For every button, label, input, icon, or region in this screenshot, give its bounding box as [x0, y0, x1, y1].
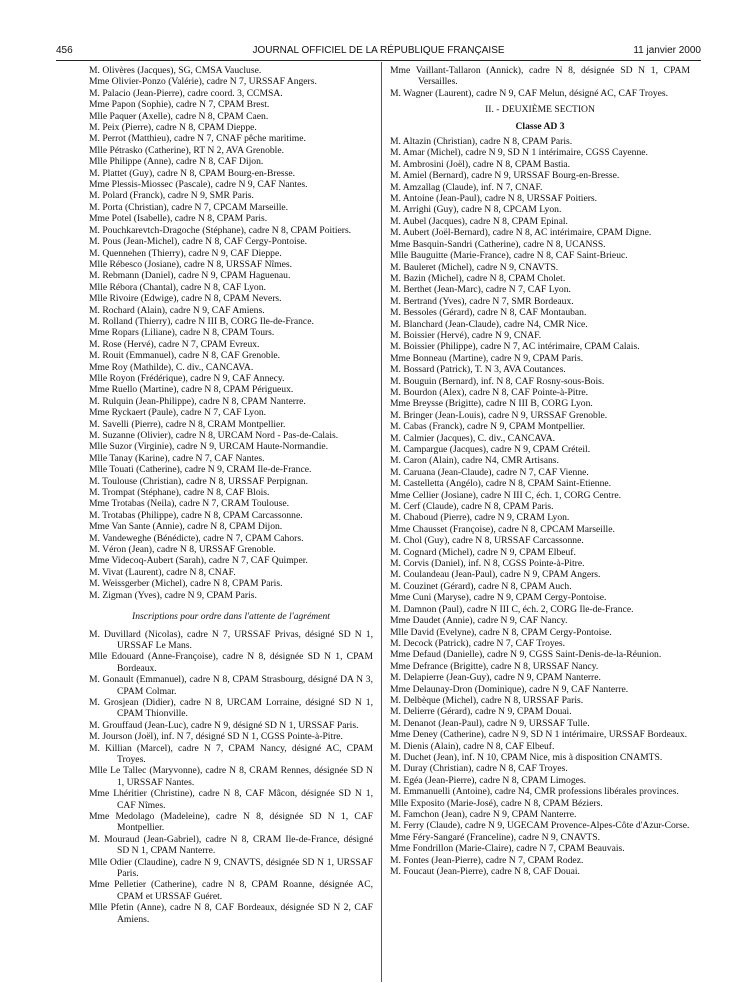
list-item: M. Ambrosini (Joël), cadre N 8, CPAM Bastia. [390, 158, 571, 170]
list-item: M. Gonault (Emmanuel), cadre N 8, CPAM Strasbourg, désigné DA N 3, CPAM Colmar. [89, 674, 373, 697]
journal-title: JOURNAL OFFICIEL DE LA RÉPUBLIQUE FRANÇAISE [252, 45, 505, 56]
list-item: M. Chaboud (Pierre), cadre N 9, CRAM Lyon. [390, 512, 570, 524]
list-item: M. Decock (Patrick), cadre N 7, CAF Troyes. [390, 637, 566, 649]
list-item: M. Pouchkarevtch-Dragoche (Stéphane), cadre N 8, CPAM Poitiers. [89, 224, 352, 236]
list-item: M. Pous (Jean-Michel), cadre N 8, CAF Cergy-Pontoise. [89, 236, 308, 248]
list-item: M. Caron (Alain), cadre N4, CMR Artisans. [390, 455, 559, 467]
list-item: M. Aubert (Joël-Bernard), cadre N 8, AC intérimaire, CPAM Digne. [390, 227, 652, 239]
list-item: Mme Defaud (Danielle), cadre N 9, CGSS Saint-Denis-de-la-Réunion. [390, 649, 662, 661]
list-item: Mme Ropars (Liliane), cadre N 8, CPAM Tours. [89, 327, 275, 339]
list-item: Mlle Tanay (Karine), cadre N 7, CAF Nantes. [89, 452, 265, 464]
list-item: M. Altazin (Christian), cadre N 8, CPAM Paris. [390, 136, 573, 148]
list-item: Mlle Royon (Frédérique), cadre N 9, CAF Annecy. [89, 372, 285, 384]
list-item: Mme Defrance (Brigitte), cadre N 8, URSSAF Nancy. [390, 660, 599, 672]
list-item: M. Bouguin (Bernard), inf. N 8, CAF Rosny-sous-Bois. [390, 375, 605, 387]
list-item: M. Rolland (Thierry), cadre N III B, CORG Ile-de-France. [89, 315, 314, 327]
right-column [390, 65, 690, 877]
list-item: Mme Papon (Sophie), cadre N 7, CPAM Brest. [89, 99, 270, 111]
list-item: Mme Videcoq-Aubert (Sarah), cadre N 7, CAF Quimper. [89, 555, 308, 567]
left-entries-list [89, 65, 373, 601]
list-item: Mlle Bauguitte (Marie-France), cadre N 8, CAF Saint-Brieuc. [390, 250, 628, 262]
list-item: M. Bossard (Patrick), T. N 3, AVA Coutances. [390, 364, 566, 376]
list-item: Mme Féry-Sangaré (Franceline), cadre N 9, CNAVTS. [390, 831, 601, 843]
list-item: M. Delbèque (Michel), cadre N 8, URSSAF Paris. [390, 694, 584, 706]
list-item: Mme Van Sante (Annie), cadre N 8, CPAM Dijon. [89, 521, 283, 533]
list-item: M. Bertrand (Yves), cadre N 7, SMR Bordeaux. [390, 295, 574, 307]
list-item: M. Toulouse (Christian), cadre N 8, URSSAF Perpignan. [89, 475, 308, 487]
section-title: II. - DEUXIÈME SECTION [485, 104, 595, 116]
list-item: Mlle Pfetin (Anne), cadre N 8, CAF Bordeaux, désignée SD N 2, CAF Amiens. [89, 902, 373, 925]
list-item: M. Bazin (Michel), cadre N 8, CPAM Cholet. [390, 272, 566, 284]
list-item: Mme Olivier-Ponzo (Valérie), cadre N 7, URSSAF Angers. [89, 76, 317, 88]
list-item: M. Boissier (Hervé), cadre N 9, CNAF. [390, 329, 542, 341]
list-item: M. Boissier (Philippe), cadre N 7, AC intérimaire, CPAM Calais. [390, 341, 640, 353]
list-item: M. Damnon (Paul), cadre N III C, éch. 2, CORG Ile-de-France. [390, 603, 634, 615]
column-separator [381, 62, 382, 982]
list-item: Mme Basquin-Sandri (Catherine), cadre N 8, UCANSS. [390, 238, 606, 250]
list-item: Mme Delaunay-Dron (Dominique), cadre N 9, CAF Nanterre. [390, 683, 629, 695]
list-item: M. Peix (Pierre), cadre N 8, CPAM Dieppe. [89, 122, 257, 134]
list-item: Mme Deney (Catherine), cadre N 9, SD N 1 intérimaire, URSSAF Bordeaux. [390, 729, 688, 741]
list-item: M. Véron (Jean), cadre N 8, URSSAF Grenoble. [89, 544, 276, 556]
list-item: M. Bringer (Jean-Louis), cadre N 9, URSSAF Grenoble. [390, 409, 608, 421]
list-item: M. Suzanne (Olivier), cadre N 8, URCAM Nord - Pas-de-Calais. [89, 430, 339, 441]
header-rule [56, 60, 701, 61]
list-item: Mme Trotabas (Neila), cadre N 7, CRAM Toulouse. [89, 498, 290, 510]
list-item: M. Denanot (Jean-Paul), cadre N 9, URSSAF Tulle. [390, 717, 590, 729]
list-item: M. Aubel (Jacques), cadre N 8, CPAM Epinal. [390, 215, 568, 227]
list-item: Mme Ruello (Martine), cadre N 8, CPAM Périgueux. [89, 384, 294, 396]
list-item: M. Chol (Guy), cadre N 8, URSSAF Carcassonne. [390, 535, 584, 547]
list-item: Mlle Suzor (Virginie), cadre N 9, URCAM Haute-Normandie. [89, 441, 329, 453]
list-item: M. Vivat (Laurent), cadre N 8, CNAF. [89, 566, 236, 578]
list-item: M. Fontes (Jean-Pierre), cadre N 7, CPAM Rodez. [390, 854, 584, 866]
list-item: M. Trompat (Stéphane), cadre N 8, CAF Blois. [89, 487, 270, 499]
page-number: 456 [56, 45, 73, 56]
list-item: Mme Chausset (Françoise), cadre N 8, CPCAM Marseille. [390, 523, 615, 535]
list-item: M. Polard (Franck), cadre N 9, SMR Paris. [89, 190, 254, 202]
list-item: M. Savelli (Pierre), cadre N 8, CRAM Montpellier. [89, 418, 286, 430]
list-item: Mlle Touati (Catherine), cadre N 9, CRAM Ile-de-France. [89, 464, 312, 476]
list-item: M. Killian (Marcel), cadre N 7, CPAM Nancy, désigné AC, CPAM Troyes. [89, 742, 373, 765]
class-title: Classe AD 3 [515, 120, 565, 132]
list-item: Mme Cuni (Maryse), cadre N 9, CPAM Cergy-Pontoise. [390, 592, 607, 604]
list-item: Mme Medolago (Madeleine), cadre N 8, désignée SD N 1, CAF Montpellier. [89, 811, 373, 834]
right-entries-list [390, 65, 690, 99]
list-item: M. Bessoles (Gérard), cadre N 8, CAF Montauban. [390, 307, 587, 319]
left-column [89, 65, 373, 925]
publication-date: 11 janvier 2000 [633, 45, 701, 56]
list-item: M. Coulandeau (Jean-Paul), cadre N 9, CPAM Angers. [390, 569, 601, 581]
left-pending-entries-list [89, 629, 373, 926]
list-item: M. Delierre (Gérard), cadre N 9, CPAM Douai. [390, 706, 572, 718]
list-item: M. Calmier (Jacques), C. div., CANCAVA. [390, 432, 556, 444]
list-item: M. Zigman (Yves), cadre N 9, CPAM Paris. [89, 589, 257, 601]
list-item: M. Cognard (Michel), cadre N 9, CPAM Elbeuf. [390, 546, 576, 558]
list-item: M. Bourdon (Alex), cadre N 8, CAF Pointe-à-Pitre. [390, 386, 588, 398]
list-item: Mme Ryckaert (Paule), cadre N 7, CAF Lyon. [89, 407, 267, 419]
list-item: M. Cerf (Claude), cadre N 8, CPAM Paris. [390, 501, 554, 513]
list-item: M. Egéa (Jean-Pierre), cadre N 8, CPAM Limoges. [390, 774, 587, 786]
list-item: Mlle David (Evelyne), cadre N 8, CPAM Cergy-Pontoise. [390, 626, 612, 638]
list-item: M. Castelletta (Angélo), cadre N 8, CPAM Saint-Etienne. [390, 478, 612, 490]
list-item: M. Blanchard (Jean-Claude), cadre N4, CMR Nice. [390, 318, 588, 330]
list-item: Mme Bonneau (Martine), cadre N 9, CPAM Paris. [390, 352, 584, 364]
list-item: Mlle Paquer (Axelle), cadre N 8, CPAM Caen. [89, 110, 269, 122]
list-item: Mme Roy (Mathilde), C. div., CANCAVA. [89, 361, 254, 373]
list-item: Mlle Odier (Claudine), cadre N 9, CNAVTS, désignée SD N 1, URSSAF Paris. [89, 856, 373, 880]
list-item: M. Ferry (Claude), cadre N 9, UGECAM Provence-Alpes-Côte d'Azur-Corse. [390, 820, 690, 832]
list-item: Mme Vaillant-Tallaron (Annick), cadre N 8, désignée SD N 1, CPAM Versailles. [390, 65, 690, 88]
list-item: M. Olivères (Jacques), SG, CMSA Vaucluse. [89, 65, 262, 76]
list-item: M. Wagner (Laurent), cadre N 9, CAF Melun, désigné AC, CAF Troyes. [390, 87, 669, 99]
list-item: Mlle Exposito (Marie-José), cadre N 8, CPAM Béziers. [390, 797, 603, 809]
list-item: Mlle Rébesco (Josiane), cadre N 8, URSSAF Nîmes. [89, 258, 293, 270]
list-item: Mme Cellier (Josiane), cadre N III C, éch. 1, CORG Centre. [390, 489, 621, 501]
list-item: M. Emmanuelli (Antoine), cadre N4, CMR professions libérales provinces. [390, 786, 679, 798]
list-item: M. Plattet (Guy), cadre N 8, CPAM Bourg-en-Bresse. [89, 167, 295, 179]
list-item: M. Grouffaud (Jean-Luc), cadre N 9, désigné SD N 1, URSSAF Paris. [89, 719, 359, 731]
list-item: M. Duray (Christian), cadre N 8, CAF Troyes. [390, 763, 568, 775]
list-item: M. Corvis (Daniel), inf. N 8, CGSS Pointe-à-Pitre. [390, 558, 585, 570]
list-item: Mme Potel (Isabelle), cadre N 8, CPAM Paris. [89, 213, 268, 225]
list-item: M. Quennehen (Thierry), cadre N 9, CAF Dieppe. [89, 247, 282, 259]
list-item: Mlle Rivoire (Edwige), cadre N 8, CPAM Nevers. [89, 293, 282, 305]
list-item: M. Amzallag (Claude), inf. N 7, CNAF. [390, 181, 543, 193]
list-item: M. Arrighi (Guy), cadre N 8, CPCAM Lyon. [390, 204, 562, 216]
list-item: M. Perrot (Matthieu), cadre N 7, CNAF pêche maritime. [89, 133, 306, 145]
list-item: M. Cabas (Franck), cadre N 9, CPAM Montpellier. [390, 421, 585, 433]
left-section-heading: Inscriptions pour ordre dans l'attente de l'agrément [132, 611, 330, 623]
list-item: M. Dienis (Alain), cadre N 8, CAF Elbeuf. [390, 740, 555, 752]
list-item: M. Rochard (Alain), cadre N 9, CAF Amiens. [89, 304, 265, 316]
list-item: Mlle Philippe (Anne), cadre N 8, CAF Dijon. [89, 156, 264, 168]
list-item: M. Rulquin (Jean-Philippe), cadre N 8, CPAM Nanterre. [89, 395, 306, 407]
list-item: M. Mouraud (Jean-Gabriel), cadre N 8, CRAM Ile-de-France, désigné SD N 1, CPAM Nanterre. [89, 833, 373, 857]
list-item: Mme Pelletier (Catherine), cadre N 8, CPAM Roanne, désignée AC, CPAM et URSSAF Guéret. [89, 879, 373, 902]
list-item: M. Amiel (Bernard), cadre N 9, URSSAF Bourg-en-Bresse. [390, 170, 620, 182]
right-class-entries-list [390, 136, 690, 877]
list-item: M. Weissgerber (Michel), cadre N 8, CPAM Paris. [89, 578, 283, 590]
list-item: M. Duvillard (Nicolas), cadre N 7, URSSAF Privas, désigné SD N 1, URSSAF Le Mans. [89, 628, 373, 651]
list-item: M. Delapierre (Jean-Guy), cadre N 9, CPAM Nanterre. [390, 672, 601, 684]
list-item: M. Antoine (Jean-Paul), cadre N 8, URSSAF Poitiers. [390, 193, 598, 205]
list-item: M. Rouit (Emmanuel), cadre N 8, CAF Grenoble. [89, 350, 281, 362]
list-item: M. Trotabas (Philippe), cadre N 8, CPAM Carcassonne. [89, 509, 303, 521]
list-item: Mme Lhéritier (Christine), cadre N 8, CAF Mâcon, désignée SD N 1, CAF Nîmes. [89, 788, 373, 811]
list-item: M. Foucaut (Jean-Pierre), cadre N 8, CAF Douai. [390, 866, 580, 878]
list-item: M. Bauleret (Michel), cadre N 9, CNAVTS. [390, 261, 559, 273]
list-item: M. Rebmann (Daniel), cadre N 9, CPAM Haguenau. [89, 270, 291, 282]
list-item: Mlle Pétrasko (Catherine), RT N 2, AVA Grenoble. [89, 144, 285, 156]
list-item: Mlle Edouard (Anne-Françoise), cadre N 8, désignée SD N 1, CPAM Bordeaux. [89, 651, 373, 674]
list-item: M. Grosjean (Didier), cadre N 8, URCAM Lorraine, désigné SD N 1, CPAM Thionville. [89, 696, 373, 720]
list-item: M. Berthet (Jean-Marc), cadre N 7, CAF Lyon. [390, 284, 571, 296]
list-item: Mlle Rébora (Chantal), cadre N 8, CAF Lyon. [89, 281, 266, 293]
list-item: M. Caruana (Jean-Claude), cadre N 7, CAF Vienne. [390, 466, 589, 478]
list-item: Mme Daudet (Annie), cadre N 9, CAF Nancy. [390, 615, 568, 627]
list-item: M. Jourson (Joël), inf. N 7, désigné SD N 1, CGSS Pointe-à-Pitre. [89, 731, 343, 743]
list-item: Mlle Le Tallec (Maryvonne), cadre N 8, CRAM Rennes, désignée SD N 1, URSSAF Nantes. [89, 765, 373, 788]
list-item: Mme Breysse (Brigitte), cadre N III B, CORG Lyon. [390, 398, 593, 410]
list-item: M. Famchon (Jean), cadre N 9, CPAM Nanterre. [390, 809, 577, 820]
list-item: M. Porta (Christian), cadre N 7, CPCAM Marseille. [89, 201, 289, 213]
list-item: Mme Fondrillon (Marie-Claire), cadre N 7, CPAM Beauvais. [390, 843, 625, 855]
list-item: M. Duchet (Jean), inf. N 10, CPAM Nice, mis à disposition CNAMTS. [390, 751, 663, 763]
list-item: M. Palacio (Jean-Pierre), cadre coord. 3, CCMSA. [89, 87, 283, 99]
list-item: M. Couzinet (Gérard), cadre N 8, CPAM Auch. [390, 580, 572, 592]
list-item: Mme Plessis-Miossec (Pascale), cadre N 9, CAF Nantes. [89, 179, 308, 191]
list-item: M. Rose (Hervé), cadre N 7, CPAM Evreux. [89, 338, 260, 350]
list-item: M. Vandeweghe (Bénédicte), cadre N 7, CPAM Cahors. [89, 532, 304, 544]
list-item: M. Amar (Michel), cadre N 9, SD N 1 intérimaire, CGSS Cayenne. [390, 147, 648, 159]
list-item: M. Campargue (Jacques), cadre N 9, CPAM Créteil. [390, 444, 591, 455]
